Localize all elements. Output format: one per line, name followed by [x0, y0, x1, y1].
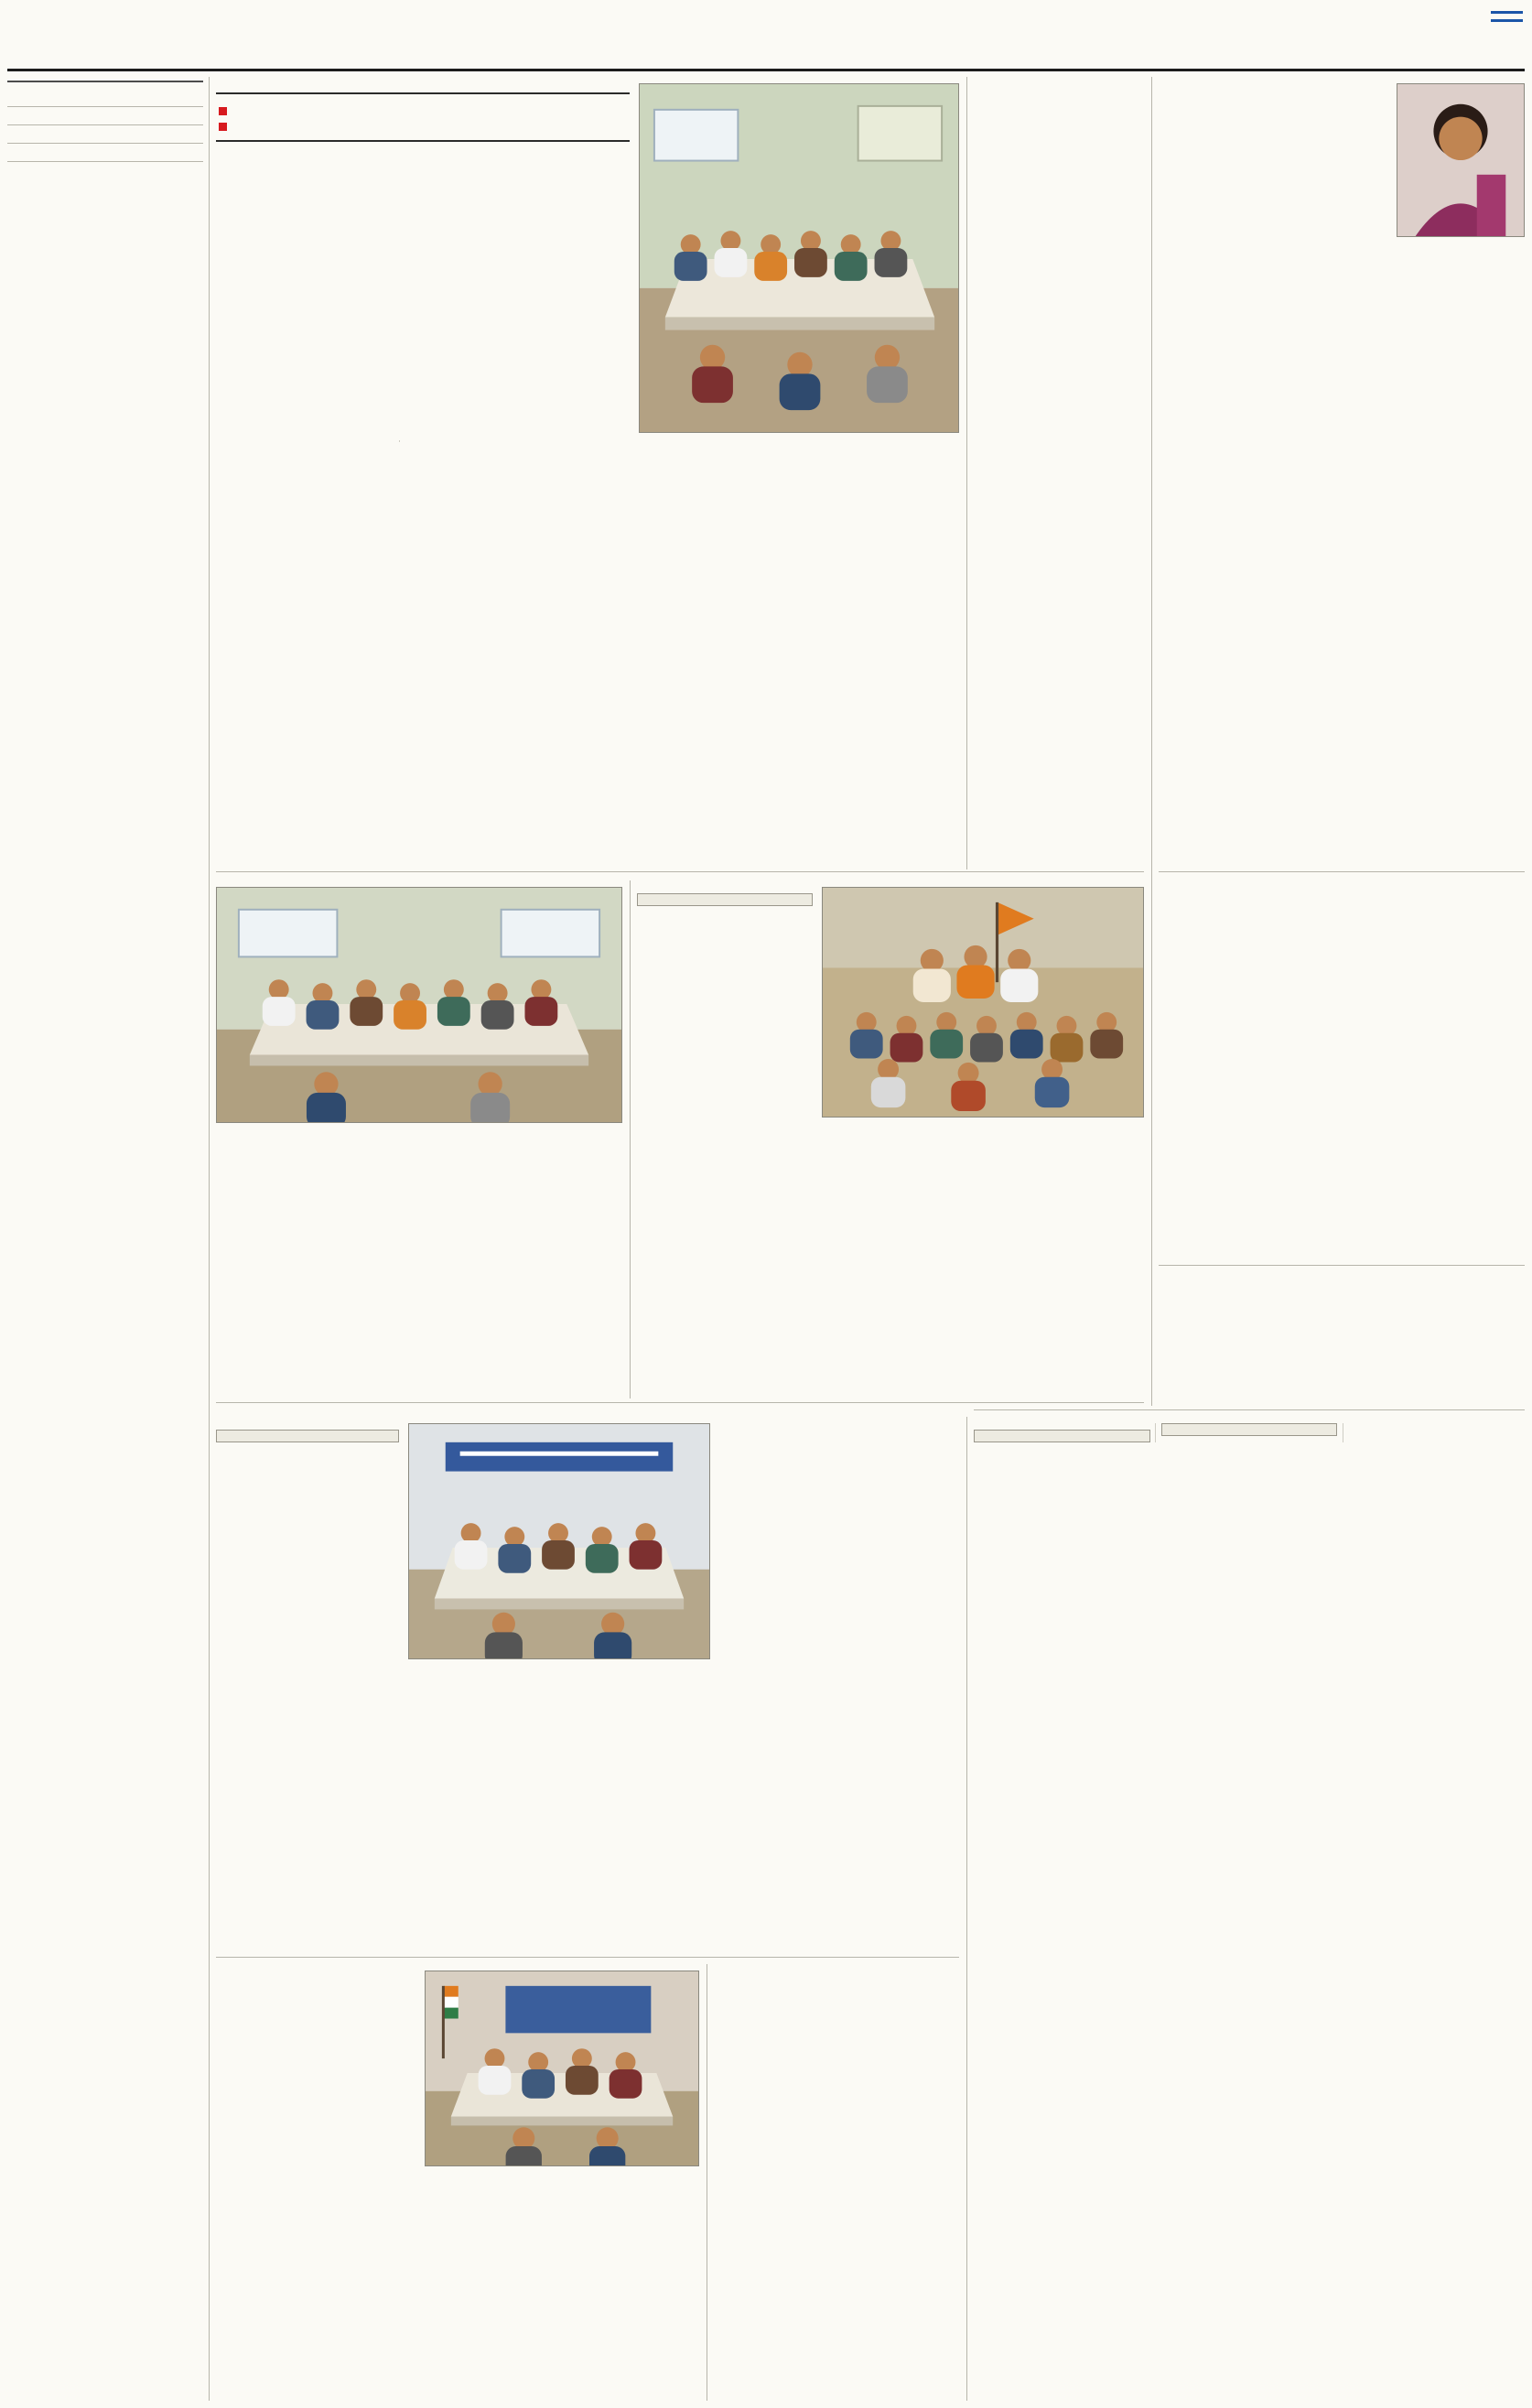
- article-intro: [216, 1971, 415, 2166]
- article-bike-chori: [1159, 1272, 1525, 1406]
- article-body-top: [216, 1423, 959, 1659]
- photo-sadak-meeting: [216, 887, 622, 1123]
- article-body-top: [637, 887, 1144, 1118]
- bullet-square-icon: [219, 107, 227, 115]
- article-kusht-rogi: [216, 1417, 959, 1953]
- article-side-columns: [719, 1423, 959, 1659]
- brief-item: [7, 162, 203, 179]
- article-kisan-utpidan: [216, 77, 959, 868]
- section-rule: [216, 871, 1144, 872]
- briefs-section-title: [7, 77, 203, 82]
- article-bundelkhand: [637, 880, 1144, 1398]
- article-body-bottom: [216, 440, 959, 442]
- article-intro: [1159, 83, 1387, 237]
- article-dm-suchi: [1159, 77, 1525, 868]
- brief-item: [7, 125, 203, 144]
- article-intro-row: [1159, 83, 1525, 237]
- section-rule: [216, 1957, 959, 1958]
- highlight-bullets: [216, 92, 630, 142]
- article-rojgar-mela: [1159, 880, 1525, 1261]
- section-rule: [216, 1402, 1144, 1403]
- article-body-top: [216, 1971, 699, 2166]
- photo-kusht-training: [408, 1423, 710, 1659]
- article-maarpeet: [974, 77, 1144, 868]
- article-lead-column: [216, 1423, 399, 1659]
- article-kicker-box: [216, 1430, 399, 1442]
- article-sadak-khodne: [216, 880, 624, 1398]
- section-rule: [974, 1409, 1525, 1410]
- photo-janganana-meeting: [425, 1971, 699, 2166]
- column-rule: [1151, 77, 1152, 1406]
- brief-item: [7, 144, 203, 162]
- photo-padyatra: [822, 887, 1144, 1118]
- article-body-top: [216, 83, 959, 433]
- brief-item: [7, 107, 203, 125]
- page-header: [7, 7, 1525, 71]
- article-janganana: [216, 1964, 699, 2401]
- column-rule: [966, 1417, 967, 2401]
- section-rule: [1159, 871, 1525, 872]
- centers-subhead-box: [1161, 1423, 1338, 1436]
- masthead: [1491, 11, 1523, 22]
- article-text-columns: [216, 83, 630, 433]
- bullet-item: [219, 103, 627, 115]
- bullet-item: [219, 119, 627, 131]
- photo-dm-portrait: [1397, 83, 1525, 237]
- photo-kisan-meeting: [639, 83, 959, 433]
- article-kicker-box: [637, 893, 813, 906]
- briefs-column: [7, 77, 203, 2401]
- section-rule: [1159, 1265, 1525, 1266]
- bullet-square-icon: [219, 123, 227, 131]
- column-rule: [209, 77, 210, 2401]
- article-lead-column: [637, 887, 813, 1118]
- brief-item: [7, 89, 203, 107]
- column-rule: [630, 880, 631, 1398]
- article-gehu-kharid: [974, 1417, 1525, 2401]
- article-body: [974, 1423, 1525, 1442]
- column-rule: [966, 77, 967, 869]
- article-samuhik-vivah: [714, 1964, 959, 2401]
- registration-info-box: [974, 1430, 1150, 1442]
